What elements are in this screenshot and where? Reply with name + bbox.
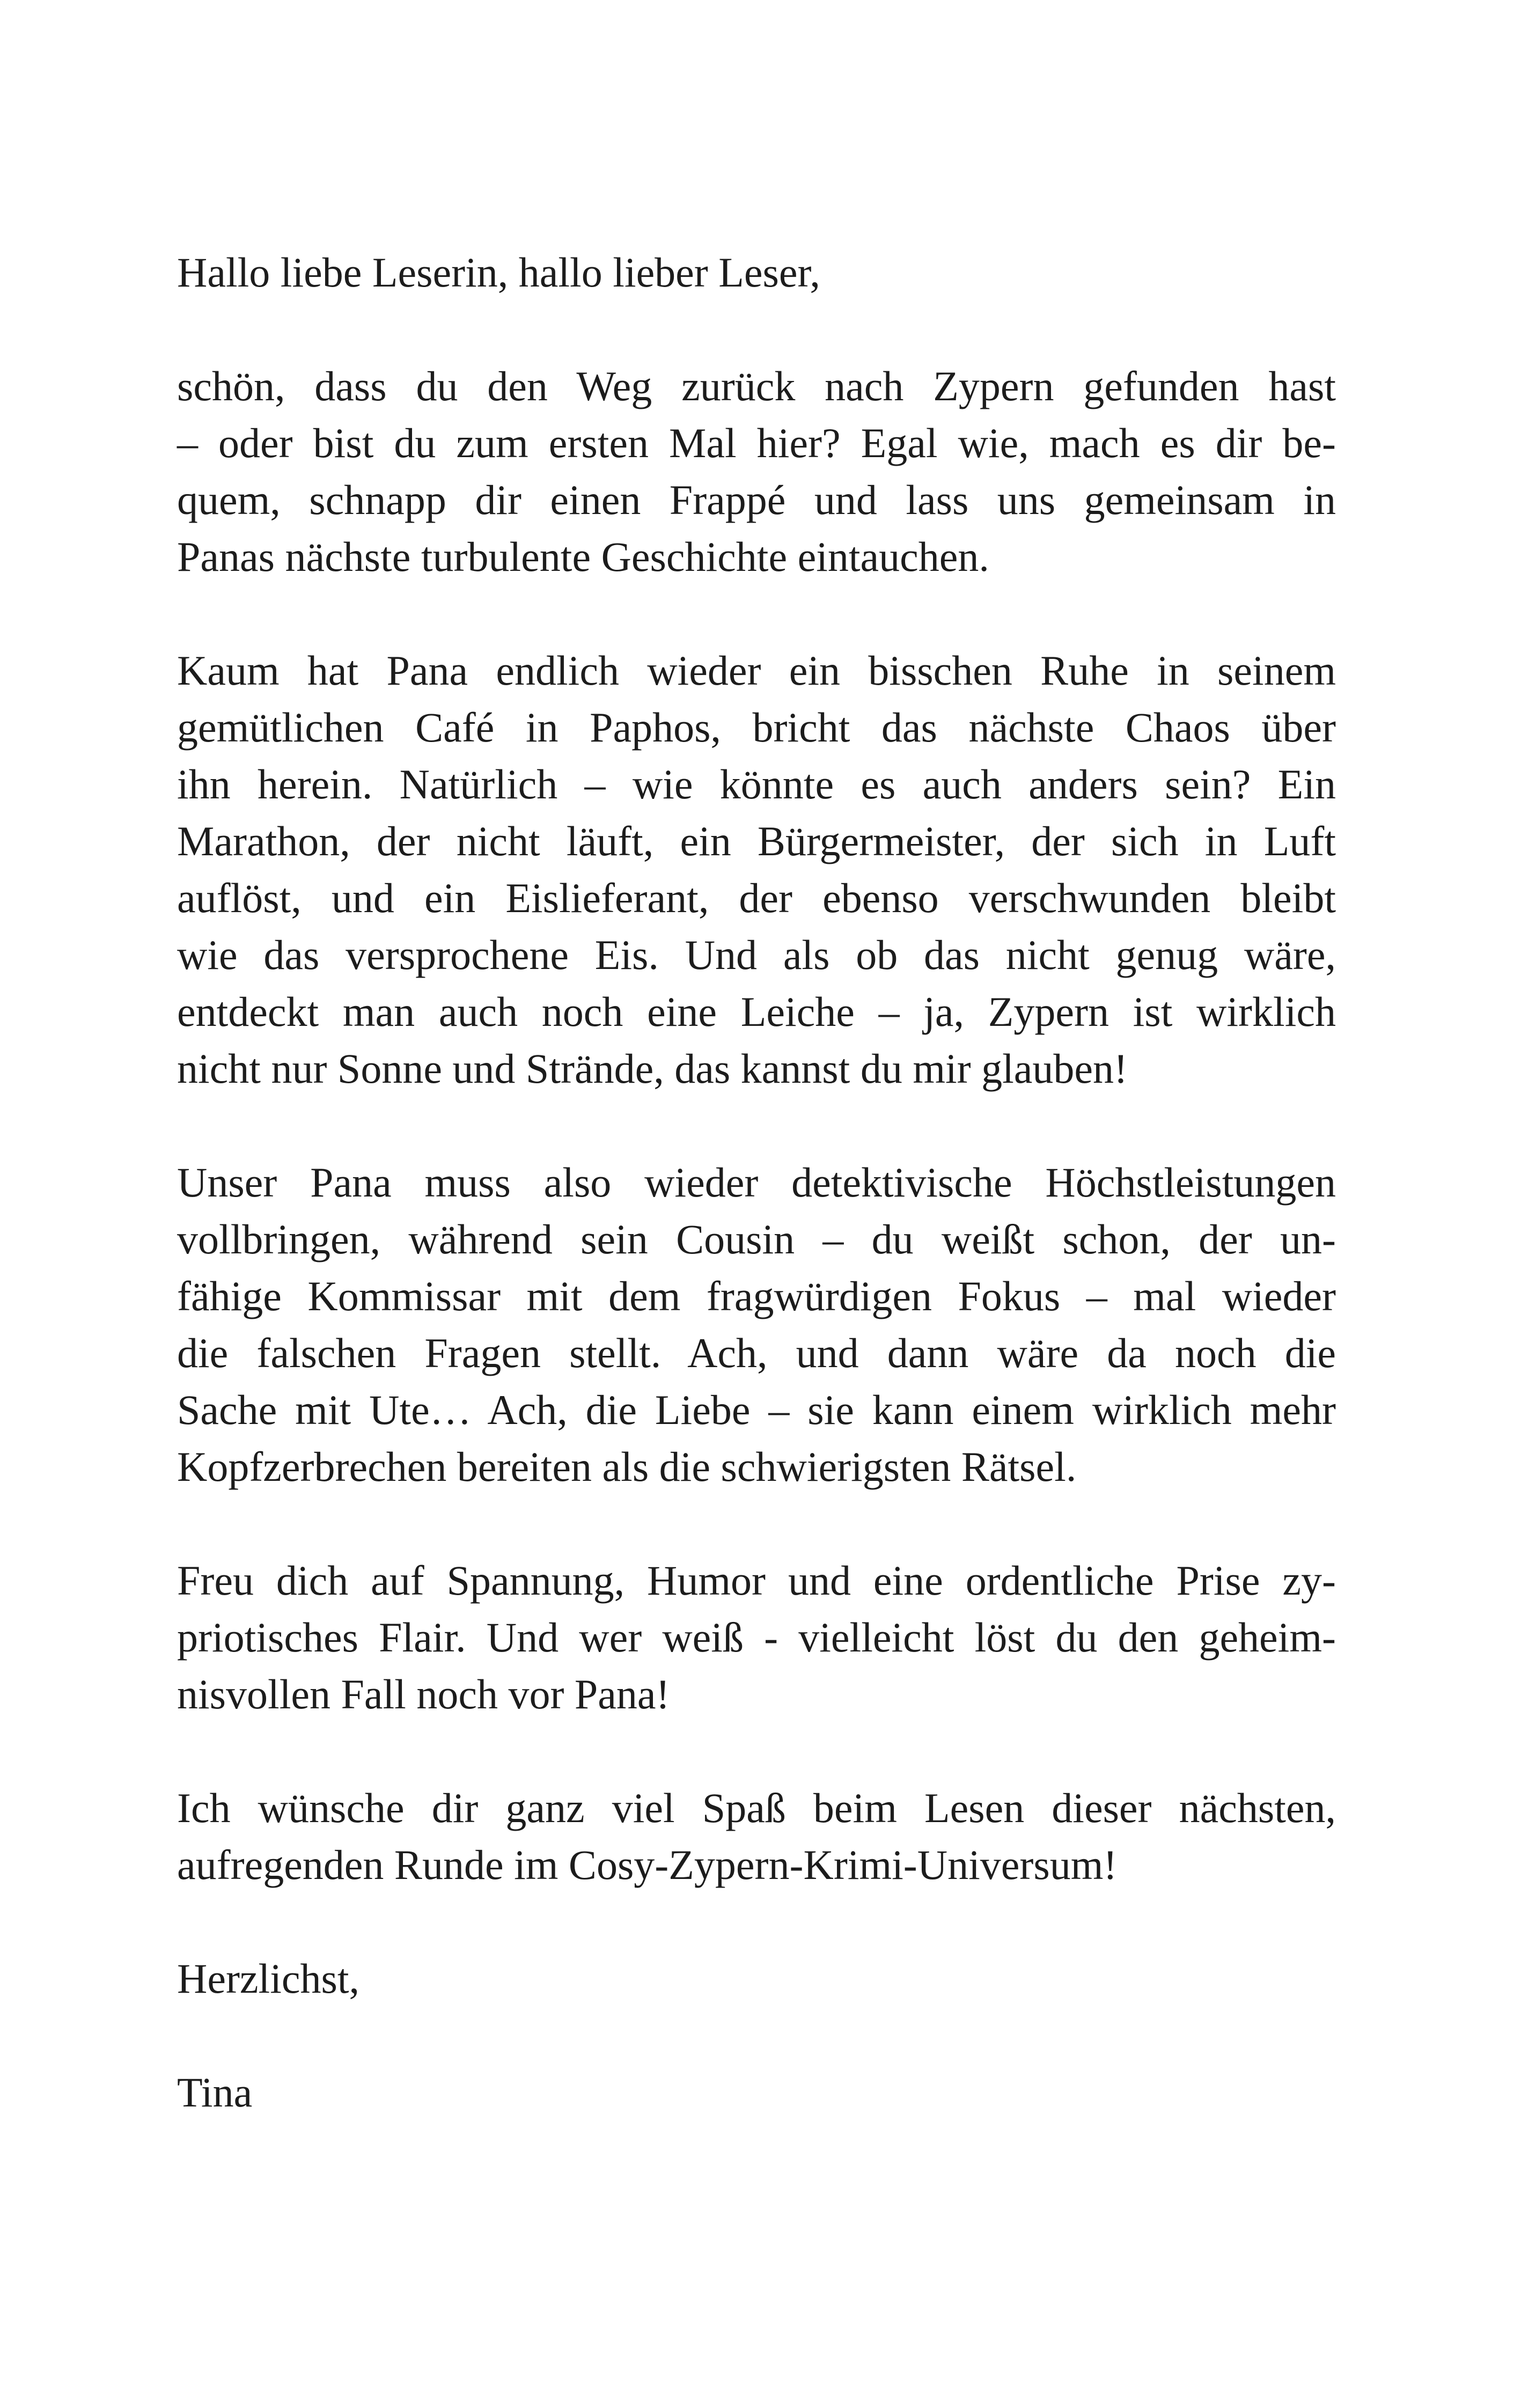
letter-page — [177, 244, 1336, 2121]
text-line: Panas nächste turbulente Geschichte eintauchen. — [177, 533, 989, 580]
paragraph-teaser — [177, 1552, 1336, 1723]
paragraph-characters — [177, 1154, 1336, 1495]
text-line: auflöst, und ein Eislieferant, der ebenso verschwunden bleibt — [177, 875, 1336, 921]
text-line: wie das versprochene Eis. Und als ob das nicht genug wäre, — [177, 931, 1336, 978]
text-line: Sache mit Ute… Ach, die Liebe – sie kann einem wirklich mehr — [177, 1386, 1336, 1433]
paragraph-wishes — [177, 1780, 1336, 1893]
paragraph-gap — [177, 1495, 1336, 1552]
salutation: Hallo liebe Leserin, hallo lieber Leser, — [177, 249, 820, 296]
text-line: Kaum hat Pana endlich wieder ein bisschen Ruhe in seinem — [177, 647, 1336, 694]
text-line: aufregenden Runde im Cosy-Zypern-Krimi-Universum! — [177, 1841, 1118, 1888]
text-line: nisvollen Fall noch vor Pana! — [177, 1671, 670, 1717]
text-line: Freu dich auf Spannung, Humor und eine ordentliche Prise zy- — [177, 1557, 1336, 1604]
paragraph-gap — [177, 1097, 1336, 1154]
text-line: Ich wünsche dir ganz viel Spaß beim Lesen dieser nächsten, — [177, 1785, 1336, 1831]
paragraph-gap — [177, 1893, 1336, 1950]
text-line: ihn herein. Natürlich – wie könnte es auch anders sein? Ein — [177, 761, 1336, 807]
text-line: entdeckt man auch noch eine Leiche – ja, Zypern ist wirklich — [177, 988, 1336, 1035]
text-line: priotisches Flair. Und wer weiß - vielleicht löst du den geheim- — [177, 1614, 1336, 1661]
closing: Herzlichst, — [177, 1955, 360, 2002]
text-line: Marathon, der nicht läuft, ein Bürgermeister, der sich in Luft — [177, 818, 1336, 864]
text-line: fähige Kommissar mit dem fragwürdigen Fokus – mal wieder — [177, 1273, 1336, 1319]
text-line: – oder bist du zum ersten Mal hier? Egal wie, mach es dir be- — [177, 420, 1336, 466]
text-line: schön, dass du den Weg zurück nach Zypern gefunden hast — [177, 363, 1336, 409]
paragraph-welcome — [177, 358, 1336, 585]
paragraph-gap — [177, 301, 1336, 358]
text-line: vollbringen, während sein Cousin – du weißt schon, der un- — [177, 1216, 1336, 1262]
text-line: die falschen Fragen stellt. Ach, und dann wäre da noch die — [177, 1330, 1336, 1376]
paragraph-gap — [177, 2007, 1336, 2064]
text-line: Unser Pana muss also wieder detektivische Höchstleistungen — [177, 1159, 1336, 1206]
paragraph-gap — [177, 585, 1336, 642]
text-line: quem, schnapp dir einen Frappé und lass uns gemeinsam in — [177, 476, 1336, 523]
signature: Tina — [177, 2069, 253, 2116]
text-line: nicht nur Sonne und Strände, das kannst du mir glauben! — [177, 1045, 1128, 1092]
text-line: Kopfzerbrechen bereiten als die schwierigsten Rätsel. — [177, 1443, 1077, 1490]
paragraph-gap — [177, 1723, 1336, 1780]
paragraph-plot — [177, 642, 1336, 1097]
text-line: gemütlichen Café in Paphos, bricht das nächste Chaos über — [177, 704, 1336, 751]
